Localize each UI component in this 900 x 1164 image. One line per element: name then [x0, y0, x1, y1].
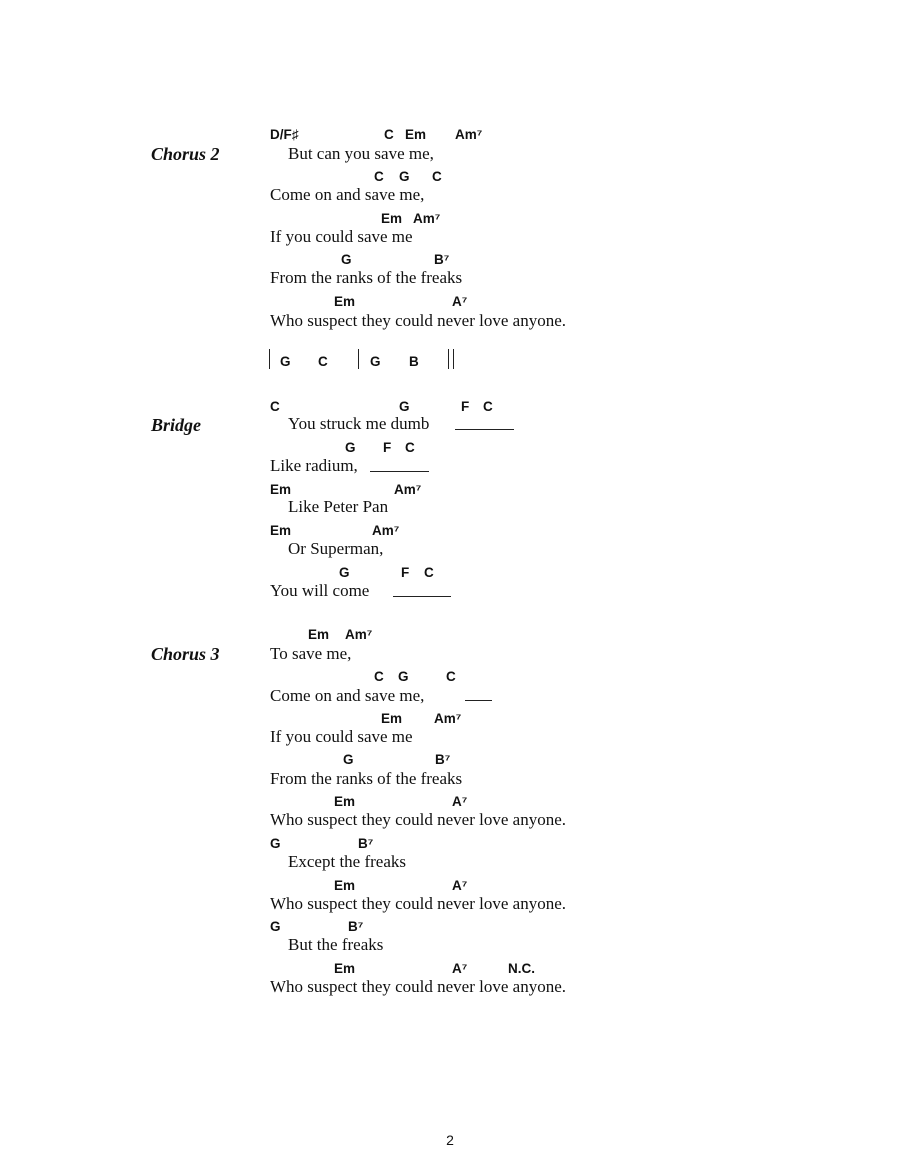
chord: Em [381, 711, 403, 726]
chord: C [446, 669, 456, 684]
chord: C [424, 565, 434, 580]
barline [448, 349, 449, 369]
chord: C [374, 669, 384, 684]
lyric-line: But can you save me, [288, 144, 434, 163]
chord: F [461, 399, 470, 414]
chord: B⁷ [435, 752, 451, 767]
chord: G [270, 919, 281, 934]
chord: B⁷ [348, 919, 364, 934]
chord: D/F♯ [270, 127, 299, 142]
lyric-line: Like radium, [270, 456, 358, 475]
chord: Am⁷ [345, 627, 373, 642]
chord: C [374, 169, 384, 184]
chord: C [405, 440, 415, 455]
lyric-line: Who suspect they could never love anyone. [270, 977, 566, 996]
chord: G [398, 669, 409, 684]
chord: Em [270, 523, 292, 538]
lyric-line: Except the freaks [288, 852, 406, 871]
chord: G [345, 440, 356, 455]
extender-line [393, 596, 451, 597]
section-label-chorus-2: Chorus 2 [151, 144, 220, 164]
chord: B⁷ [358, 836, 374, 851]
chord: N.C. [508, 961, 535, 976]
chord: Em [405, 127, 427, 142]
chord: G [399, 169, 410, 184]
chord: G [339, 565, 350, 580]
chord: C [270, 399, 280, 414]
chord: B⁷ [434, 252, 450, 267]
lyric-line: Come on and save me, [270, 686, 425, 705]
chord: A⁷ [452, 294, 468, 309]
chord: F [401, 565, 410, 580]
lyric-line: You will come [270, 581, 370, 600]
chord: Em [308, 627, 330, 642]
extender-line [465, 700, 492, 701]
bar-chord: G [280, 354, 291, 369]
barline [269, 349, 270, 369]
chord: Am⁷ [394, 482, 422, 497]
lyric-line: If you could save me [270, 227, 413, 246]
barline [453, 349, 454, 369]
chord: A⁷ [452, 794, 468, 809]
lyric-line: Like Peter Pan [288, 497, 389, 516]
chord: Em [334, 294, 356, 309]
page-number: 2 [446, 1132, 454, 1148]
chord: G [343, 752, 354, 767]
lyric-line: From the ranks of the freaks [270, 268, 463, 287]
lyric-line: Come on and save me, [270, 185, 425, 204]
lyric-line: To save me, [270, 644, 352, 663]
lyric-line: Who suspect they could never love anyone. [270, 894, 566, 913]
chord: G [399, 399, 410, 414]
chord: Am⁷ [372, 523, 400, 538]
chord: C [483, 399, 493, 414]
chord: Em [381, 211, 403, 226]
lyric-line: But the freaks [288, 935, 384, 954]
lyric-line: You struck me dumb [288, 414, 430, 433]
bar-chord: B [409, 354, 419, 369]
lyric-line: Who suspect they could never love anyone. [270, 311, 566, 330]
chord: Em [334, 878, 356, 893]
lyric-line: If you could save me [270, 727, 413, 746]
chord: G [341, 252, 352, 267]
chord: Am⁷ [455, 127, 483, 142]
lyric-line: From the ranks of the freaks [270, 769, 463, 788]
chord: Em [270, 482, 292, 497]
chord: C [384, 127, 394, 142]
chord: F [383, 440, 392, 455]
lyric-line: Or Superman, [288, 539, 384, 558]
chord: Em [334, 961, 356, 976]
chord: A⁷ [452, 878, 468, 893]
extender-line [370, 471, 429, 472]
chord: G [270, 836, 281, 851]
chord: A⁷ [452, 961, 468, 976]
chord: C [432, 169, 442, 184]
extender-line [455, 429, 514, 430]
bar-chord: G [370, 354, 381, 369]
bar-chord: C [318, 354, 328, 369]
chord: Am⁷ [413, 211, 441, 226]
lyric-line: Who suspect they could never love anyone. [270, 810, 566, 829]
section-label-chorus-3: Chorus 3 [151, 644, 220, 664]
chord: Am⁷ [434, 711, 462, 726]
chord: Em [334, 794, 356, 809]
barline [358, 349, 359, 369]
section-label-bridge: Bridge [151, 415, 202, 435]
